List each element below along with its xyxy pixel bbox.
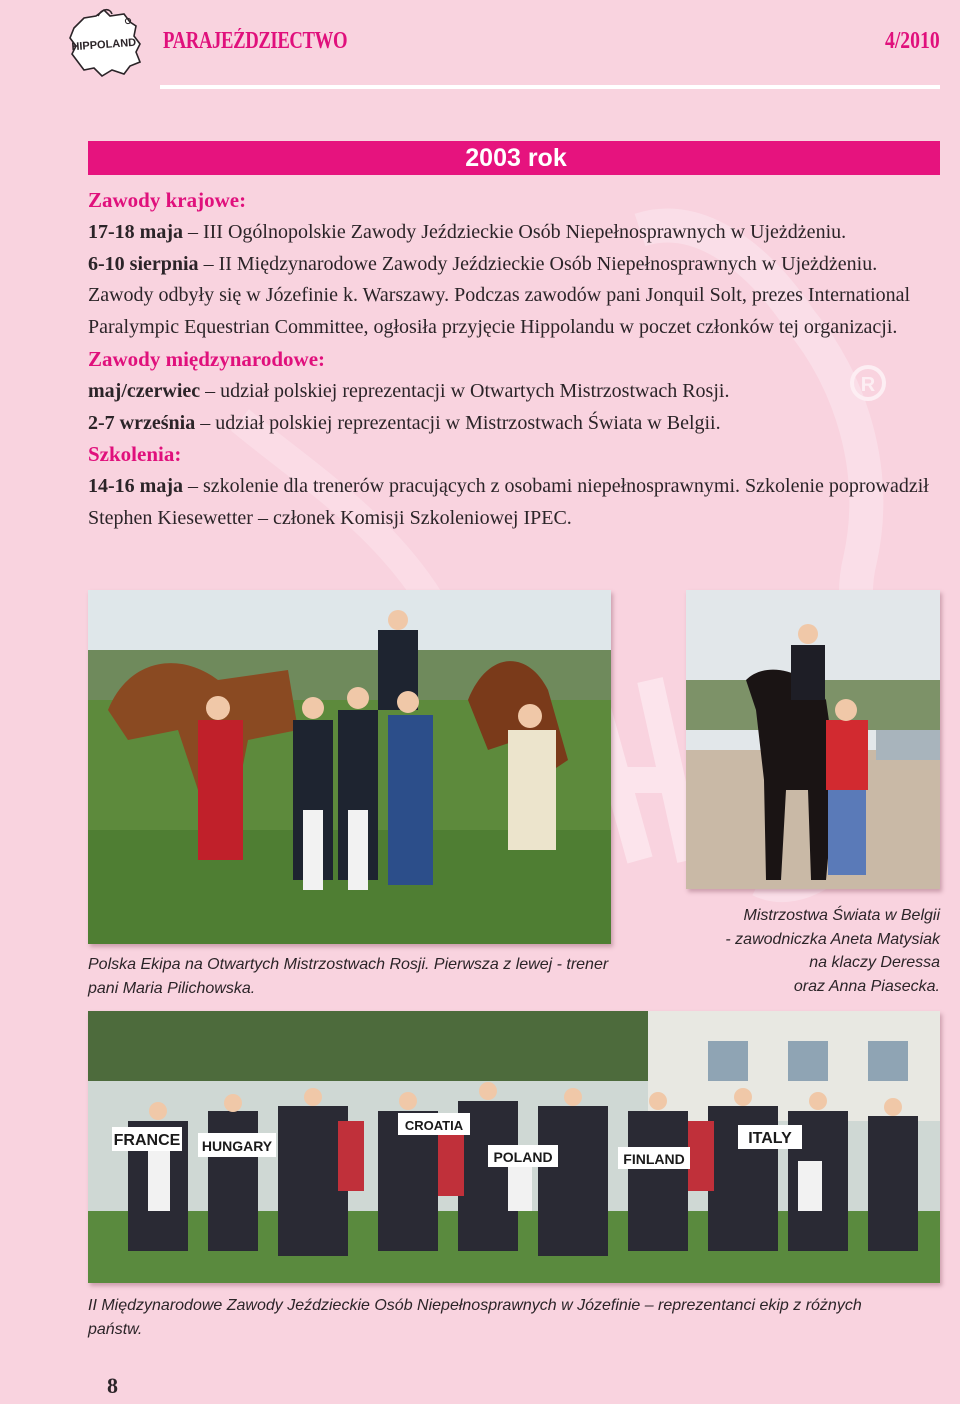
- heading-zawody-krajowe: Zawody krajowe:: [88, 188, 247, 212]
- logo-text: HIPPOLAND: [71, 36, 137, 54]
- caption-line: - zawodniczka Aneta Matysiak: [725, 930, 940, 948]
- event-date: maj/czerwiec: [88, 379, 201, 402]
- hippoland-logo: [66, 6, 144, 78]
- caption-line: oraz Anna Piasecka.: [793, 977, 940, 995]
- article-body: [88, 185, 940, 535]
- caption-russia-team: Polska Ekipa na Otwartych Mistrzostwach Rosji. Pierwsza z lewej - trener pani Maria Pilichowska.: [88, 956, 609, 997]
- event-item: [88, 249, 940, 344]
- svg-text:R: R: [860, 374, 876, 396]
- event-description: – szkolenie dla trenerów pracujących z osobami niepełnosprawnymi. Szkolenie poprowadził Stephen Kiesewetter – członek Komisji Szkoleniowej IPEC.: [88, 475, 929, 529]
- heading-szkolenia: Szkolenia:: [88, 442, 182, 467]
- sign-finland: FINLAND: [623, 1151, 685, 1167]
- issue-number: 4/2010: [885, 28, 940, 54]
- event-date: 17-18 maja: [88, 220, 183, 243]
- sign-hungary: HUNGARY: [201, 1138, 273, 1154]
- sign-france: FRANCE: [113, 1132, 181, 1149]
- caption-line: na klaczy Deressa: [809, 954, 940, 971]
- caption-international-teams: II Międzynarodowe Zawody Jeździeckie Osób Niepełnosprawnych w Józefinie – reprezentanci ekip z różnych państw.: [88, 1297, 862, 1338]
- heading-zawody-miedzynarodowe: Zawody międzynarodowe:: [88, 346, 326, 371]
- sign-italy: ITALY: [748, 1130, 792, 1147]
- event-item: [88, 471, 940, 535]
- event-item: [88, 217, 940, 249]
- caption-belgium-rider: [640, 904, 940, 998]
- header-rule: [160, 85, 940, 89]
- year-banner-text: 2003 rok: [465, 144, 567, 172]
- event-description: – udział polskiej reprezentacji w Otwartych Mistrzostwach Rosji.: [200, 379, 730, 402]
- year-banner: [88, 141, 940, 175]
- event-date: 6-10 sierpnia: [88, 252, 199, 275]
- event-description: – III Ogólnopolskie Zawody Jeździeckie Osób Niepełnosprawnych w Ujeżdżeniu.: [182, 220, 847, 243]
- section-title: PARAJEŹDZIECTWO: [163, 28, 348, 54]
- sign-poland: POLAND: [493, 1149, 553, 1165]
- photo-russia-team: [88, 590, 611, 944]
- event-description: – udział polskiej reprezentacji w Mistrzostwach Świata w Belgii.: [195, 411, 721, 434]
- event-date: 2-7 września: [88, 411, 196, 434]
- event-item: [88, 376, 940, 408]
- event-date: 14-16 maja: [88, 475, 183, 498]
- photo-belgium-rider: [686, 590, 940, 889]
- caption-line: Mistrzostwa Świata w Belgii: [743, 907, 940, 924]
- event-item: [88, 408, 940, 440]
- photo-international-teams: [88, 1011, 940, 1283]
- page-number: 8: [107, 1373, 118, 1398]
- event-description: – II Międzynarodowe Zawody Jeździeckie Osób Niepełnosprawnych w Ujeżdżeniu. Zawody odbyły się w Józefinie k. Warszawy. Podczas zawodów pani Jonquil Solt, prezes International Paralympic Equestrian Committee, ogłosiła przyjęcie Hippolandu w poczet członków tej organizacji.: [88, 252, 911, 339]
- sign-croatia: CROATIA: [404, 1118, 464, 1133]
